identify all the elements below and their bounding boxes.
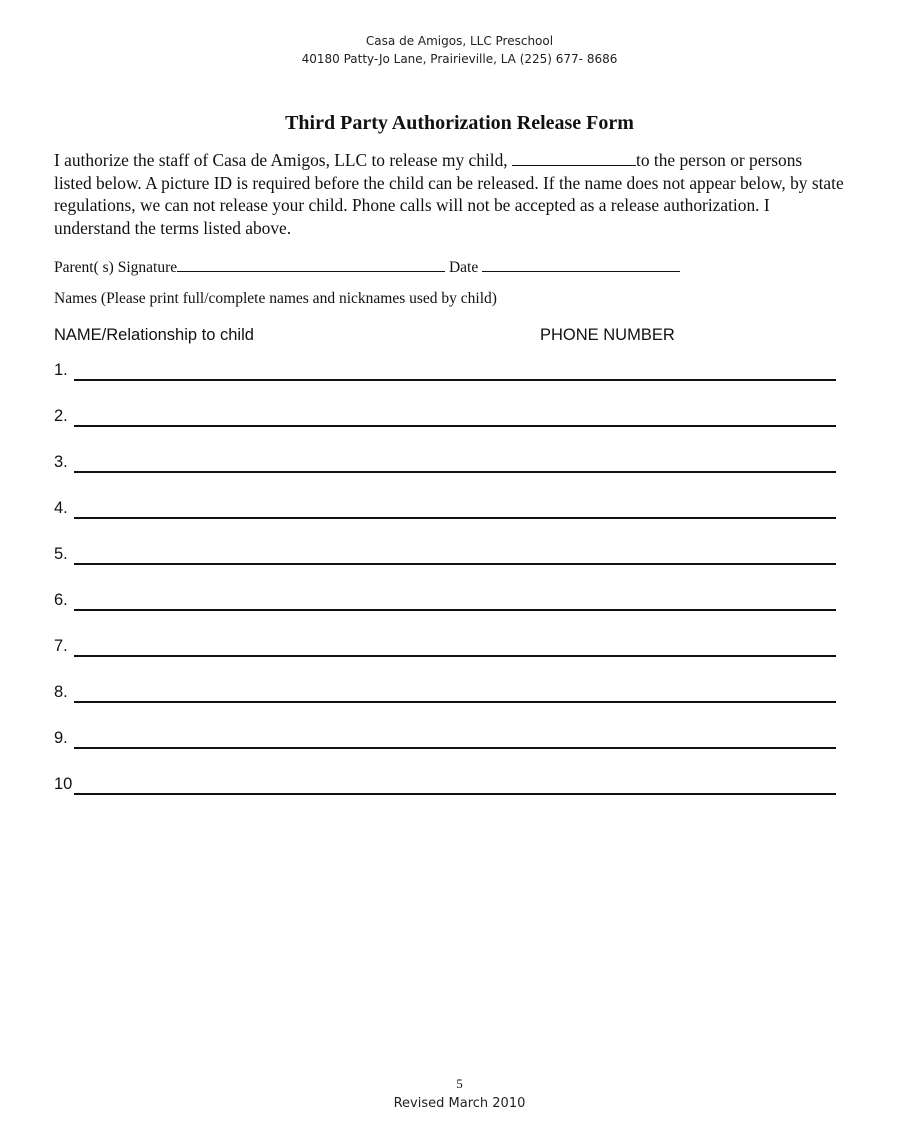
authorization-paragraph (54, 149, 844, 239)
entry-rule (74, 471, 836, 473)
entry-rule (74, 517, 836, 519)
entry-rule (74, 425, 836, 427)
entry-rule (74, 655, 836, 657)
entry-line[interactable] (54, 405, 836, 427)
signature-field[interactable] (177, 255, 445, 272)
entry-rule (74, 609, 836, 611)
entry-number: 5. (54, 545, 68, 563)
column-header-name: NAME/Relationship to child (54, 326, 254, 344)
entry-line[interactable] (54, 359, 836, 381)
revision-note: Revised March 2010 (393, 1096, 526, 1111)
page-number: 5 (456, 1076, 463, 1091)
entry-number: 2. (54, 407, 68, 425)
entry-line[interactable] (54, 727, 836, 749)
date-field[interactable] (482, 255, 680, 272)
date-label: Date (448, 259, 479, 276)
authorization-text-start: I authorize the staff of Casa de Amigos, LLC to release my child, (54, 150, 508, 170)
entry-number: 4. (54, 499, 68, 517)
child-name-blank[interactable] (512, 149, 636, 166)
entry-line[interactable] (54, 635, 836, 657)
entry-line[interactable] (54, 681, 836, 703)
org-name: Casa de Amigos, LLC Preschool (365, 34, 554, 48)
entry-rule (74, 701, 836, 703)
entry-rule (74, 379, 836, 381)
entry-line[interactable] (54, 451, 836, 473)
entry-line[interactable] (54, 543, 836, 565)
signature-label: Parent( s) Signature (54, 259, 178, 276)
entry-rule (74, 747, 836, 749)
entry-line[interactable] (54, 589, 836, 611)
entry-number: 1. (54, 361, 68, 379)
signature-row (54, 255, 814, 277)
entry-number: 10 (54, 775, 73, 793)
entry-number: 9. (54, 729, 68, 747)
entry-number: 3. (54, 453, 68, 471)
entry-rule (74, 563, 836, 565)
names-instruction: Names (Please print full/complete names and nicknames used by child) (54, 290, 497, 307)
form-title: Third Party Authorization Release Form (285, 112, 634, 134)
org-address: 40180 Patty-Jo Lane, Prairieville, LA (225) 677- 8686 (301, 52, 618, 66)
entry-line[interactable] (54, 497, 836, 519)
entry-line[interactable] (54, 773, 836, 795)
entry-number: 8. (54, 683, 68, 701)
authorization-text-end: to the person or persons listed below. A picture ID is required before the child can be released. If the name does not appear below, by state regulations, we can not release your child. Phone calls will not be accepted as a release authorization. I understand the terms listed above. (54, 150, 844, 238)
entry-number: 7. (54, 637, 68, 655)
column-header-phone: PHONE NUMBER (540, 326, 675, 344)
entry-number: 6. (54, 591, 68, 609)
entry-rule (74, 793, 836, 795)
